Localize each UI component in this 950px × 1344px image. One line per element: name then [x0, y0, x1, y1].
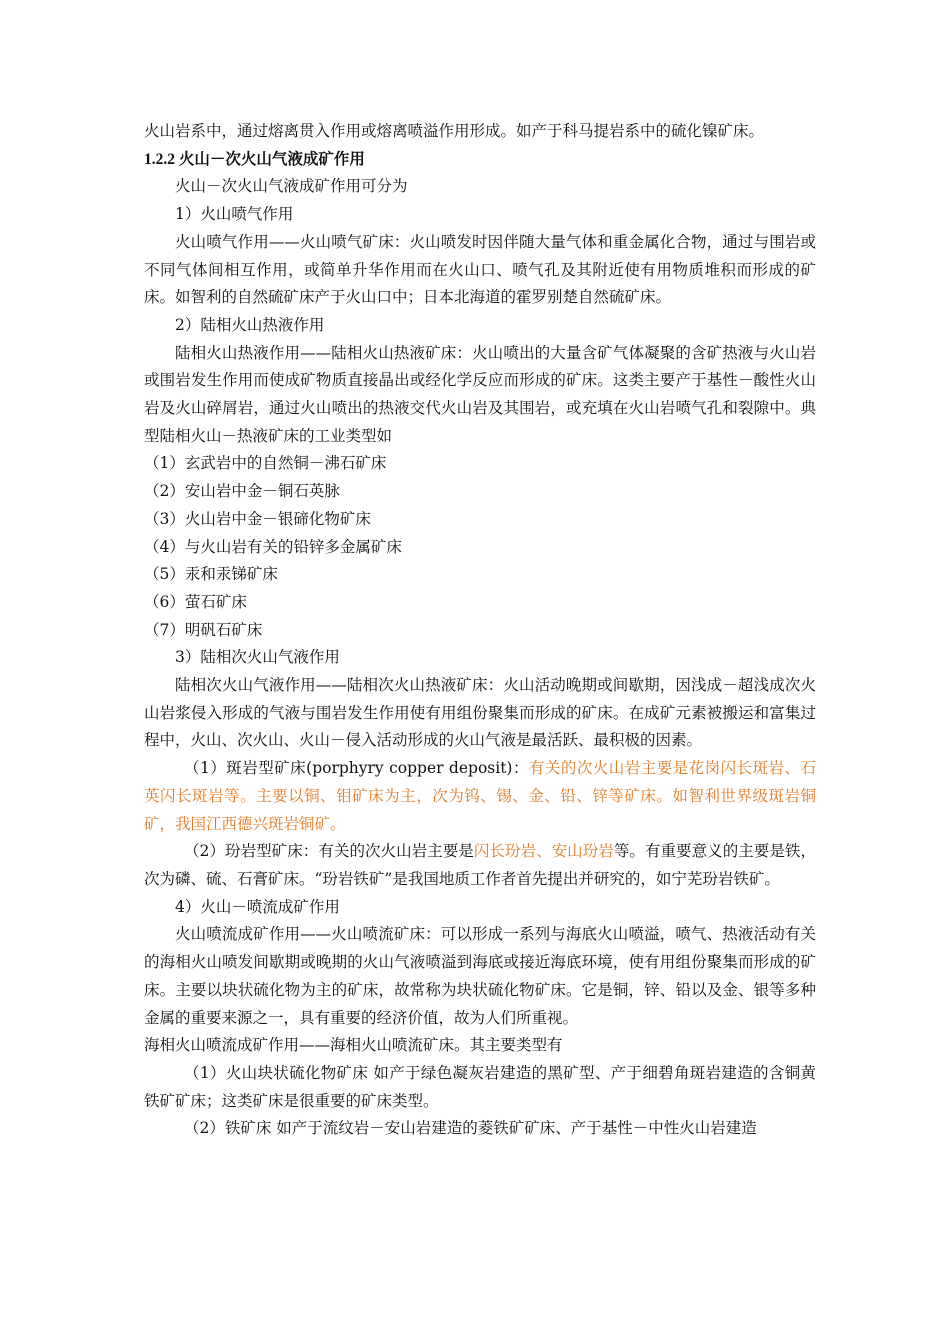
sec2-list-item: （6）萤石矿床 — [144, 592, 247, 611]
sec2-list-item: （3）火山岩中金－银碲化物矿床 — [144, 509, 371, 528]
sec2-body: 陆相火山热液作用——陆相火山热液矿床：火山喷出的大量含矿气体凝聚的含矿热液与火山岩或围岩发生作用而使成矿物质直接晶出或经化学反应而形成的矿床。这类主要产于基性－酸性火山岩及火山碎屑岩，通过火山喷出的热液交代火山岩及其围岩，或充填在火山岩喷气孔和裂隙中。典型陆相火山－热液矿床的工业类型如 — [144, 343, 816, 445]
sec2-list-item: （7）明矾石矿床 — [144, 620, 263, 639]
section-heading: 1.2.2 火山－次火山气液成矿作用 — [144, 150, 365, 168]
sec2-list-item: （4）与火山岩有关的铅锌多金属矿床 — [144, 537, 402, 556]
intro-paragraph: 火山岩系中，通过熔离贯入作用或熔离喷溢作用形成。如产于科马提岩系中的硫化镍矿床。 — [144, 122, 765, 140]
sec1-body: 火山喷气作用——火山喷气矿床：火山喷发时因伴随大量气体和重金属化合物，通过与围岩或不同气体间相互作用，或简单升华作用而在火山口、喷气孔及其附近使有用物质堆积而形成的矿床。如智利的自然硫矿床产于火山口中；日本北海道的霍罗别楚自然硫矿床。 — [144, 232, 816, 307]
sec4-marine-paragraph: 海相火山喷流成矿作用——海相火山喷流矿床。其主要类型有 — [144, 1036, 563, 1055]
sec3-title: 3）陆相次火山气液作用 — [175, 648, 340, 667]
sec2-list-item: （2）安山岩中金－铜石英脉 — [144, 482, 340, 501]
sec4-title: 4）火山－喷流成矿作用 — [175, 897, 340, 916]
sec3-item1-prefix: （1）斑岩型矿床(porphyry copper deposit)： — [184, 759, 529, 778]
sec2-title: 2）陆相火山热液作用 — [175, 315, 325, 334]
sec3-item1 — [144, 755, 816, 838]
sec4-item2: （2）铁矿床 如产于流纹岩－安山岩建造的菱铁矿矿床、产于基性－中性火山岩建造 — [184, 1119, 757, 1138]
sec4-body: 火山喷流成矿作用——火山喷流矿床：可以形成一系列与海底火山喷溢，喷气、热液活动有关的海相火山喷发间歇期或晚期的火山气液喷溢到海底或接近海底环境，使有用组份聚集而形成的矿床。主要以块状硫化物为主的矿床，故常称为块状硫化物矿床。它是铜，锌、铅以及金、银等多种金属的重要来源之一，具有重要的经济价值，故为人们所重视。 — [144, 925, 816, 1027]
sec4-item1: （1）火山块状硫化物矿床 如产于绿色凝灰岩建造的黑矿型、产于细碧角斑岩建造的含铜黄铁矿矿床；这类矿床是很重要的矿床类型。 — [144, 1063, 816, 1110]
sec3-item2-prefix: （2）玢岩型矿床：有关的次火山岩主要是 — [184, 842, 474, 861]
sec2-list-item: （1）玄武岩中的自然铜－沸石矿床 — [144, 454, 387, 473]
sec1-title: 1）火山喷气作用 — [175, 205, 294, 224]
sec3-body: 陆相次火山气液作用——陆相次火山热液矿床：火山活动晚期或间歇期，因浅成－超浅成次火山岩浆侵入形成的气液与围岩发生作用使有用组份聚集而形成的矿床。在成矿元素被搬运和富集过程中，火山、次火山、火山－侵入活动形成的火山气液是最活跃、最积极的因素。 — [144, 676, 816, 750]
division-paragraph: 火山－次火山气液成矿作用可分为 — [175, 177, 408, 196]
sec3-item2-suffix: 等。有重要意义的主要是铁，次为磷、硫、石膏矿床。“玢岩铁矿”是我国地质工作者首先提出并研究的，如宁芜玢岩铁矿。 — [144, 842, 816, 888]
sec3-item1-highlight: 有关的次火山岩主要是花岗闪长斑岩、石英闪长斑岩等。主要以铜、钼矿床为主，次为钨、锡、金、铅、锌等矿床。如智利世界级斑岩铜矿，我国江西德兴斑岩铜矿。 — [144, 759, 816, 833]
document-body — [144, 118, 816, 1143]
sec3-item2 — [144, 838, 816, 893]
sec2-list-item: （5）汞和汞锑矿床 — [144, 565, 278, 584]
sec3-item2-highlight: 闪长玢岩、安山玢岩 — [473, 842, 614, 861]
